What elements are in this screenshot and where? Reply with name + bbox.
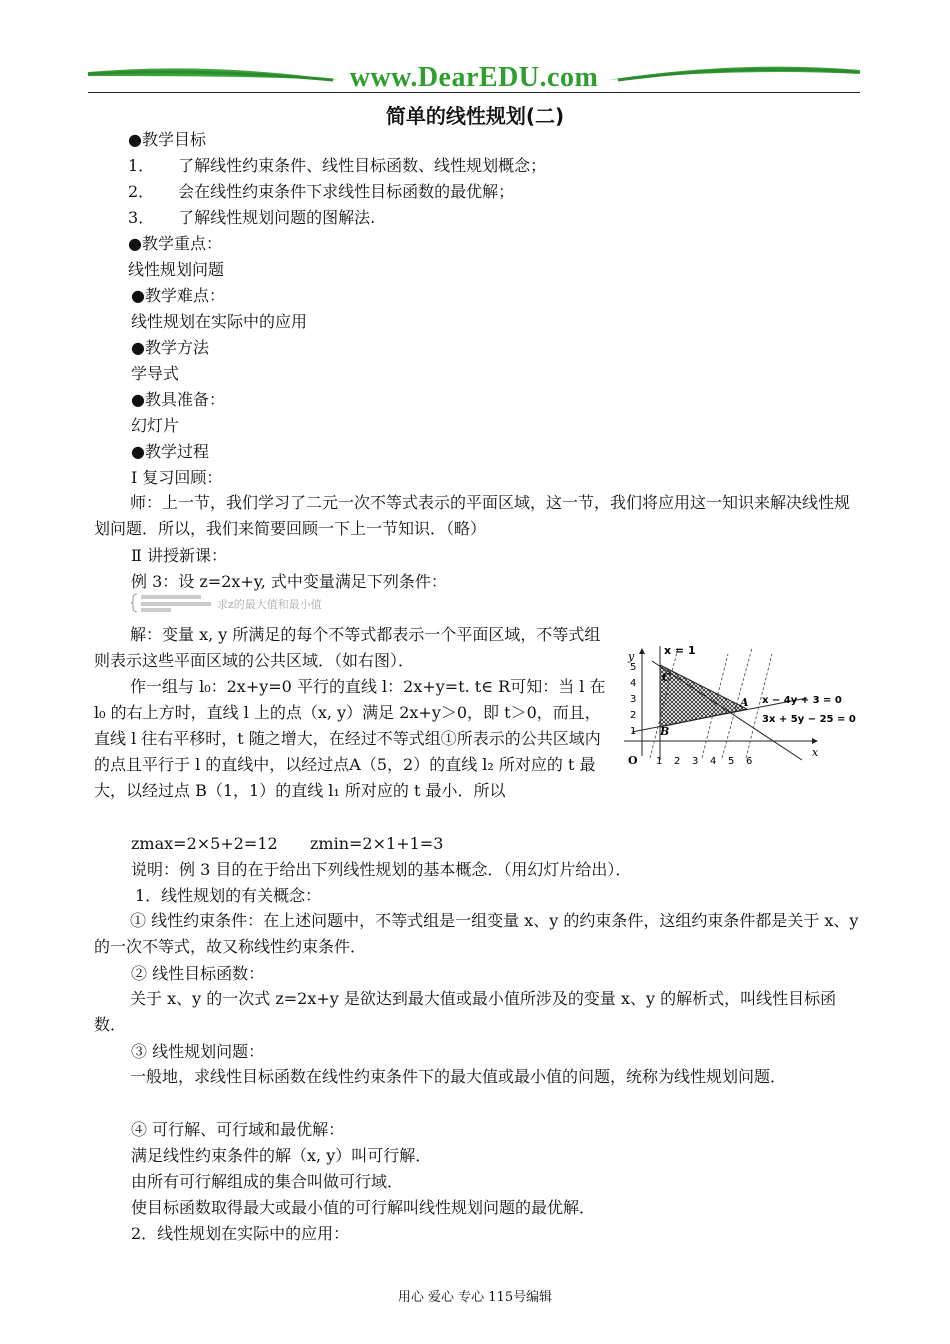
- solution-paragraph: 解：变量 x, y 所满足的每个不等式都表示一个平面区域，不等式组则表示这些平面区域的公共区域．（如右图）．: [94, 625, 601, 670]
- feasible-region-figure: [622, 640, 868, 768]
- review-paragraph: 师：上一节，我们学习了二元一次不等式表示的平面区域，这一节，我们将应用这一知识来解决线性规划问题．所以，我们来简要回顾一下上一节知识．（略）: [94, 493, 851, 538]
- x-tick-label: 6: [746, 756, 753, 767]
- eq2-label: 3x + 5y − 25 = 0: [762, 714, 856, 725]
- concept-constraints: ① 线性约束条件：在上述问题中，不等式组是一组变量 x、y 的约束条件，这组约束条件都是关于 x、y 的一次不等式，故又称线性约束条件．: [94, 911, 859, 956]
- tools-heading: ●教具准备：: [131, 390, 225, 409]
- working-paragraph: 作一组与 l₀：2x+y=0 平行的直线 l：2x+y=t. t∈ R可知：当 l 在 l₀ 的右上方时，直线 l 上的点（x, y）满足 2x+y＞0，即 t＞0，而且，直线 l 往右平移时，t 随之增大，在经过不等式组①所表示的公共区域内的点且平行于 l 的直线中，以经过点A（5，2）的直线 l₂ 所对应的 t 最大，以经过点 B（1，1）的直线 l₁ 所对应的 t 最小．所以: [94, 677, 606, 800]
- site-name[interactable]: www.DearEDU.com: [349, 62, 599, 93]
- x-tick-label: 2: [674, 756, 681, 767]
- concept-problem-heading: ③ 线性规划问题：: [131, 1042, 265, 1061]
- x-tick-label: 3: [692, 756, 699, 767]
- method-heading: ●教学方法: [131, 338, 209, 357]
- method-text: 学导式: [131, 364, 180, 383]
- concept-problem: 一般地，求线性目标函数在线性约束条件下的最大值或最小值的问题，统称为线性规划问题．: [130, 1067, 787, 1086]
- tools-text: 幻灯片: [131, 416, 180, 435]
- new-lesson-heading: Ⅱ 讲授新课：: [131, 546, 227, 565]
- faint-caption: 求z的最大值和最小值: [217, 598, 322, 611]
- y-axis-label: y: [628, 650, 635, 663]
- point-c-label: C: [662, 671, 671, 684]
- goal-heading: ●教学目标: [128, 130, 206, 149]
- origin-label: O: [628, 754, 638, 767]
- example-3: 例 3：设 z=2x+y, 式中变量满足下列条件：: [131, 572, 447, 591]
- concept-solutions-heading: ④ 可行解、可行域和最优解：: [131, 1120, 345, 1139]
- key-heading: ●教学重点：: [128, 234, 222, 253]
- concept-objective-heading: ② 线性目标函数：: [131, 964, 265, 983]
- applications-heading: 2．线性规划在实际中的应用：: [131, 1224, 350, 1243]
- y-tick-label: 1: [630, 726, 637, 737]
- x-axis-label: x: [812, 746, 819, 759]
- z-min: zmin=2×1+1=3: [310, 834, 444, 853]
- y-tick-label: 4: [630, 678, 637, 689]
- review-heading: Ⅰ 复习回顾：: [131, 468, 223, 487]
- difficulty-text: 线性规划在实际中的应用: [131, 312, 308, 331]
- x-tick-label: 1: [656, 756, 663, 767]
- y-tick-label: 3: [630, 694, 637, 705]
- goal-2: 2． 会在线性约束条件下求线性目标函数的最优解；: [128, 182, 515, 201]
- graph-svg: [622, 640, 868, 768]
- goal-1: 1． 了解线性约束条件、线性目标函数、线性规划概念；: [128, 156, 547, 175]
- difficulty-heading: ●教学难点：: [131, 286, 225, 305]
- page-footer: 用心 爱心 专心 115号编辑: [397, 1290, 553, 1305]
- x-tick-label: 5: [728, 756, 735, 767]
- x1-label: x = 1: [664, 644, 696, 657]
- concept-objective: 关于 x、y 的一次式 z=2x+y 是欲达到最大值或最小值所涉及的变量 x、y 的解析式，叫线性目标函数．: [94, 989, 837, 1034]
- feasible-solution: 满足线性约束条件的解（x, y）叫可行解．: [131, 1146, 432, 1165]
- process-heading: ●教学过程: [131, 442, 209, 461]
- page-title: 简单的线性规划(二): [385, 104, 565, 128]
- goal-3: 3． 了解线性规划问题的图解法.: [128, 208, 376, 227]
- constraint-system-image: [131, 592, 391, 614]
- header-rule: [88, 92, 860, 93]
- eq1-label: x − 4y + 3 = 0: [762, 695, 842, 706]
- z-max: zmax=2×5+2=12: [131, 834, 278, 853]
- y-tick-label: 5: [630, 662, 637, 673]
- concepts-heading: 1．线性规划的有关概念：: [135, 886, 322, 905]
- y-tick-label: 2: [630, 710, 637, 721]
- key-text: 线性规划问题: [128, 260, 225, 279]
- point-a-label: A: [740, 696, 749, 709]
- note-line: 说明：例 3 目的在于给出下列线性规划的基本概念．（用幻灯片给出）．: [131, 860, 632, 879]
- x-tick-label: 4: [710, 756, 717, 767]
- point-b-label: B: [660, 725, 670, 738]
- optimal-solution: 使目标函数取得最大或最小值的可行解叫线性规划问题的最优解．: [131, 1198, 596, 1217]
- feasible-region: 由所有可行解组成的集合叫做可行域．: [131, 1172, 404, 1191]
